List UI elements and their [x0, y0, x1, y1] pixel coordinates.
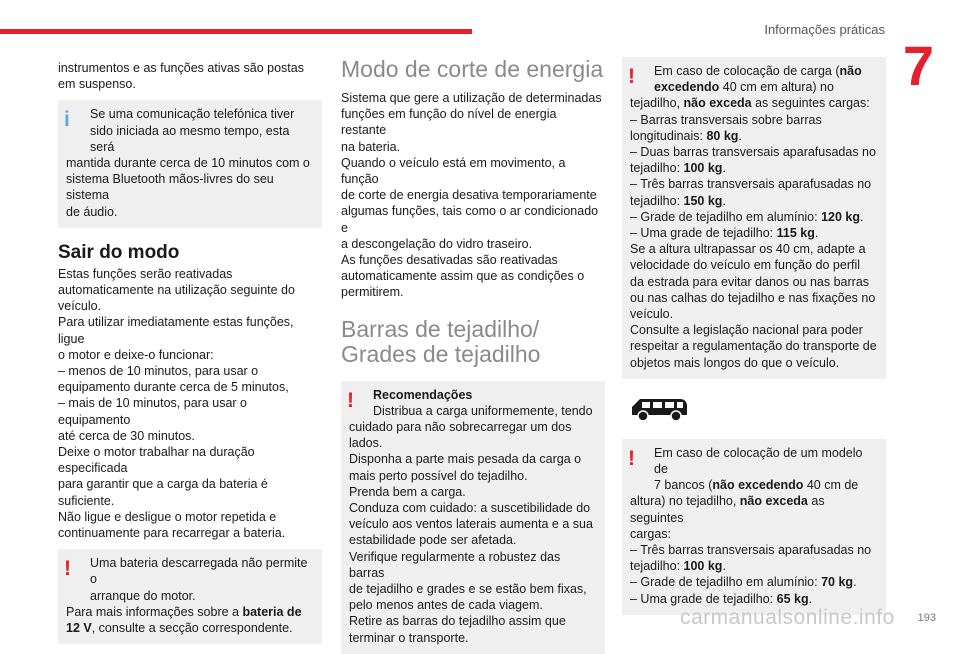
- heading-exit-mode: Sair do modo: [58, 241, 180, 263]
- column-2: [341, 57, 605, 654]
- box1-line: – Duas barras transversais aparafusadas no: [630, 145, 876, 160]
- van-icon: [628, 395, 886, 425]
- box1-line: ou nas calhas do tejadilho e nas fixações no: [630, 290, 876, 305]
- body-line: até cerca de 30 minutos.: [58, 428, 195, 443]
- rec-line: de tejadilho e grades e se estão bem fixas,: [349, 582, 587, 597]
- rec-line: Distribua a carga uniformemente, tendo: [373, 403, 593, 418]
- body-line: funções em função do nível de energia restante: [341, 107, 557, 138]
- body-line: permitirem.: [341, 285, 404, 300]
- chapter-number: 7: [902, 34, 934, 97]
- box1-line: Consulte a legislação nacional para poder: [630, 323, 863, 338]
- box1-line: – Barras transversais sobre barras: [630, 112, 822, 127]
- body-line: Estas funções serão reativadas: [58, 266, 233, 281]
- warning-icon: !: [64, 557, 71, 581]
- rec-line: Retire as barras do tejadilho assim que: [349, 614, 566, 629]
- body-line: Quando o veículo está em movimento, a função: [341, 155, 566, 187]
- watermark: carmanualsonline.info: [680, 606, 895, 629]
- box2-line: cargas:: [630, 526, 671, 541]
- box1-line: objetos mais longos do que o veículo.: [630, 355, 840, 370]
- body-line: algumas funções, tais como o ar condicionado e: [341, 204, 599, 235]
- exit-mode-body: [58, 266, 322, 541]
- rec-line: Disponha a parte mais pesada da carga o: [349, 452, 582, 467]
- box1-line: tejadilho: 150 kg.: [630, 193, 726, 208]
- column-3: [622, 57, 886, 615]
- body-line: Deixe o motor trabalhar na duração especificada: [58, 445, 255, 476]
- info-line: Se uma comunicação telefónica tiver: [90, 107, 295, 122]
- box1-line: excedendo 40 cm em altura) no: [654, 80, 834, 95]
- intro-text: instrumentos e as funções ativas são postas em suspenso.: [58, 61, 304, 92]
- box1-line: Em caso de colocação de carga (não: [654, 64, 862, 78]
- heading-power-cut: Modo de corte de energia: [341, 56, 604, 82]
- column-1: [58, 60, 322, 644]
- power-cut-body: [341, 90, 605, 301]
- rec-line: Verifique regularmente a robustez das barras: [349, 549, 561, 580]
- roof-load-warning-box: [622, 57, 886, 379]
- section-title: Informações práticas: [764, 22, 885, 37]
- rec-line: lados.: [349, 436, 383, 451]
- body-line: a descongelação do vidro traseiro.: [341, 236, 533, 251]
- warning-line: Uma bateria descarregada não permite o: [90, 556, 308, 587]
- box2-line: altura) no tejadilho, não exceda as seguintes: [630, 494, 825, 525]
- warning-icon: !: [347, 388, 354, 412]
- seven-seat-warning-box: [622, 439, 886, 615]
- box2-line: Em caso de colocação de um modelo de: [654, 445, 863, 477]
- body-line: veículo.: [58, 299, 102, 314]
- box2-line: – Três barras transversais aparafusadas no: [630, 543, 872, 558]
- box1-line: veículo.: [630, 307, 674, 322]
- body-line: Não ligue e desligue o motor repetida e: [58, 509, 277, 524]
- body-line: Sistema que gere a utilização de determinadas: [341, 91, 602, 105]
- box1-line: longitudinais: 80 kg.: [630, 128, 742, 143]
- rec-line: cuidado para não sobrecarregar um dos: [349, 420, 572, 435]
- box1-line: respeitar a regulamentação do transporte de: [630, 339, 877, 354]
- rec-line: terminar o transporte.: [349, 630, 469, 645]
- recommendations-box: [341, 381, 605, 654]
- heading-roof-bars-1: Barras de tejadilho/: [341, 315, 540, 342]
- body-line: Para utilizar imediatamente estas funções, ligue: [58, 315, 294, 346]
- rec-line: veículo aos ventos laterais aumenta e a sua: [349, 517, 593, 532]
- body-line: continuamente para recarregar a bateria.: [58, 526, 286, 541]
- body-line: – mais de 10 minutos, para usar o equipamento: [58, 396, 247, 427]
- body-line: – menos de 10 minutos, para usar o: [58, 364, 259, 379]
- info-icon: i: [64, 108, 70, 132]
- warning-icon: !: [628, 446, 635, 470]
- box1-line: da estrada para evitar danos ou nas barras: [630, 274, 870, 289]
- body-line: automaticamente assim que as condições o: [341, 269, 585, 284]
- box2-line: 7 bancos (não excedendo 40 cm de: [654, 478, 859, 493]
- page-number: 193: [917, 612, 936, 624]
- battery-warning-box: [58, 549, 322, 644]
- info-line: de áudio.: [66, 204, 118, 219]
- rec-line: Conduza com cuidado: a suscetibilidade do: [349, 501, 591, 516]
- rec-line: Prenda bem a carga.: [349, 484, 466, 499]
- box2-line: – Uma grade de tejadilho: 65 kg.: [630, 591, 813, 606]
- body-line: de corte de energia desativa temporariamente: [341, 188, 597, 203]
- box2-line: tejadilho: 100 kg.: [630, 559, 726, 574]
- recommendations-title: Recomendações: [373, 387, 473, 402]
- body-line: As funções desativadas são reativadas: [341, 253, 558, 268]
- box2-line: – Grade de tejadilho em alumínio: 70 kg.: [630, 575, 857, 590]
- heading-roof-bars-2: Grades de tejadilho: [341, 340, 541, 367]
- body-line: automaticamente na utilização seguinte do: [58, 283, 295, 298]
- info-line: sido iniciada ao mesmo tempo, esta será: [90, 123, 290, 154]
- body-line: na bateria.: [341, 139, 401, 154]
- top-accent-bar: [0, 29, 472, 34]
- rec-line: pelo menos antes de cada viagem.: [349, 598, 543, 613]
- box1-line: – Uma grade de tejadilho: 115 kg.: [630, 226, 819, 241]
- warning-tail: Para mais informações sobre a bateria de 12 V, consulte a secção correspondente.: [66, 604, 302, 636]
- rec-line: mais perto possível do tejadilho.: [349, 468, 528, 483]
- info-box: [58, 100, 322, 227]
- warning-icon: !: [628, 65, 635, 88]
- box1-line: tejadilho, não exceda as seguintes cargas:: [630, 96, 870, 111]
- info-line: mantida durante cerca de 10 minutos com o: [66, 156, 310, 171]
- body-line: o motor e deixe-o funcionar:: [58, 347, 214, 362]
- box1-line: – Três barras transversais aparafusadas no: [630, 177, 872, 192]
- body-line: para garantir que a carga da bateria é suficiente.: [58, 477, 268, 508]
- info-line: sistema Bluetooth mãos-livres do seu sistema: [66, 172, 274, 203]
- body-line: equipamento durante cerca de 5 minutos,: [58, 380, 289, 395]
- warning-line: arranque do motor.: [90, 588, 196, 603]
- box1-line: tejadilho: 100 kg.: [630, 161, 726, 176]
- box1-line: Se a altura ultrapassar os 40 cm, adapte a: [630, 242, 866, 257]
- box1-line: – Grade de tejadilho em alumínio: 120 kg.: [630, 209, 864, 224]
- rec-line: estabilidade pode ser afetada.: [349, 533, 517, 548]
- box1-line: velocidade do veículo em função do perfil: [630, 258, 861, 273]
